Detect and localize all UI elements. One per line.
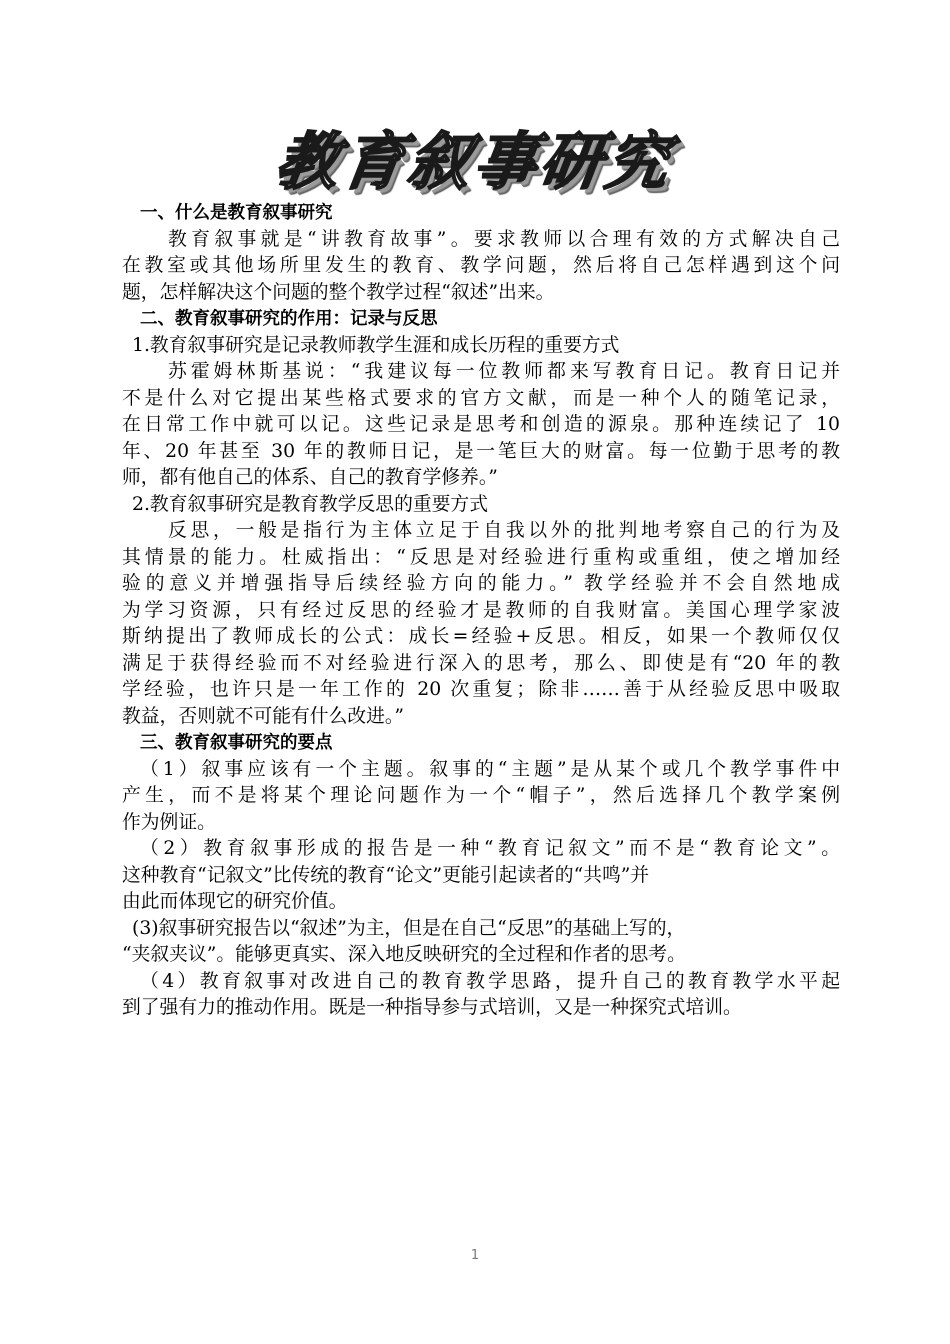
paragraph-line: 这种教育“记叙文”比传统的教育“论文”更能引起读者的“共鸣”并: [122, 864, 650, 886]
paragraph-line: 产生，而不是将某个理论问题作为一个“帽子”，然后选择几个教学案例: [122, 785, 840, 806]
paragraph-line: 师，都有他自己的体系、自己的教育学修养。”: [122, 467, 498, 488]
paragraph-line: 反思，一般是指行为主体立足于自我以外的批判地考察自己的行为及: [168, 520, 840, 541]
paragraph-line: 题，怎样解决这个问题的整个教学过程“叙述”出来。: [122, 281, 555, 303]
paragraph-line: （1）叙事应该有一个主题。叙事的“主题”是从某个或几个教学事件中: [140, 758, 840, 780]
paragraph-line: 斯纳提出了教师成长的公式：成长=经验+反思。相反，如果一个教师仅仅: [122, 626, 840, 647]
paragraph-line: 在日常工作中就可以记。这些记录是思考和创造的源泉。那种连续记了 10: [122, 414, 840, 435]
paragraph-line: （4）教育叙事对改进自己的教育教学思路，提升自己的教育教学水平起: [140, 970, 840, 992]
paragraph-line: 学经验，也许只是一年工作的 20 次重复；除非……善于从经验反思中吸取: [122, 679, 840, 700]
paragraph-line: 在教室或其他场所里发生的教育、教学问题，然后将自己怎样遇到这个问: [122, 255, 840, 276]
paragraph-line: 教益，否则就不可能有什么改进。”: [122, 705, 404, 727]
paragraph-line: （2）教育叙事形成的报告是一种“教育记叙文”而不是“教育论文”。: [140, 838, 840, 859]
document-body: [122, 200, 840, 1022]
paragraph-line: 作为例证。: [122, 811, 216, 833]
paragraph-line: 到了强有力的推动作用。既是一种指导参与式培训，又是一种探究式培训。: [122, 997, 742, 1018]
paragraph-line: 为学习资源，只有经过反思的经验才是教师的自我财富。美国心理学家波: [122, 599, 840, 621]
paragraph-line: 年、20 年甚至 30 年的教师日记，是一笔巨大的财富。每一位勤于思考的教: [122, 440, 840, 462]
paragraph-line: 由此而体现它的研究价值。: [122, 891, 348, 912]
paragraph-line: 满足于获得经验而不对经验进行深入的思考，那么、即使是有“20 年的教: [122, 652, 840, 674]
page-number: 1: [470, 1248, 480, 1263]
paragraph-line: 苏霍姆林斯基说：“我建议每一位教师都来写教育日记。教育日记并: [168, 361, 840, 382]
section-heading: 一、什么是教育叙事研究: [140, 203, 333, 223]
subsection-title: 2.教育叙事研究是教育教学反思的重要方式: [132, 493, 488, 515]
document-title: 教育叙事研究: [271, 125, 678, 198]
paragraph-line: 不是什么对它提出某些格式要求的官方文献，而是一种个人的随笔记录，: [122, 387, 840, 409]
subsection-title: 1.教育叙事研究是记录教师教学生涯和成长历程的重要方式: [132, 334, 620, 356]
section-heading: 三、教育叙事研究的要点: [140, 733, 333, 753]
paragraph-line: “夹叙夹议”。能够更真实、深入地反映研究的全过程和作者的思考。: [122, 944, 686, 965]
paragraph-line: 教育叙事就是“讲教育故事”。要求教师以合理有效的方式解决自己: [168, 228, 840, 250]
section-heading: 二、教育叙事研究的作用：记录与反思: [140, 309, 438, 329]
paragraph-line: (3)叙事研究报告以“叙述”为主，但是在自己“反思”的基础上写的，: [132, 917, 686, 939]
paragraph-line: 其情景的能力。杜威指出：“反思是对经验进行重构或重组，使之增加经: [122, 546, 840, 568]
paragraph-line: 验的意义并增强指导后续经验方向的能力。” 教学经验并不会自然地成: [122, 573, 840, 594]
